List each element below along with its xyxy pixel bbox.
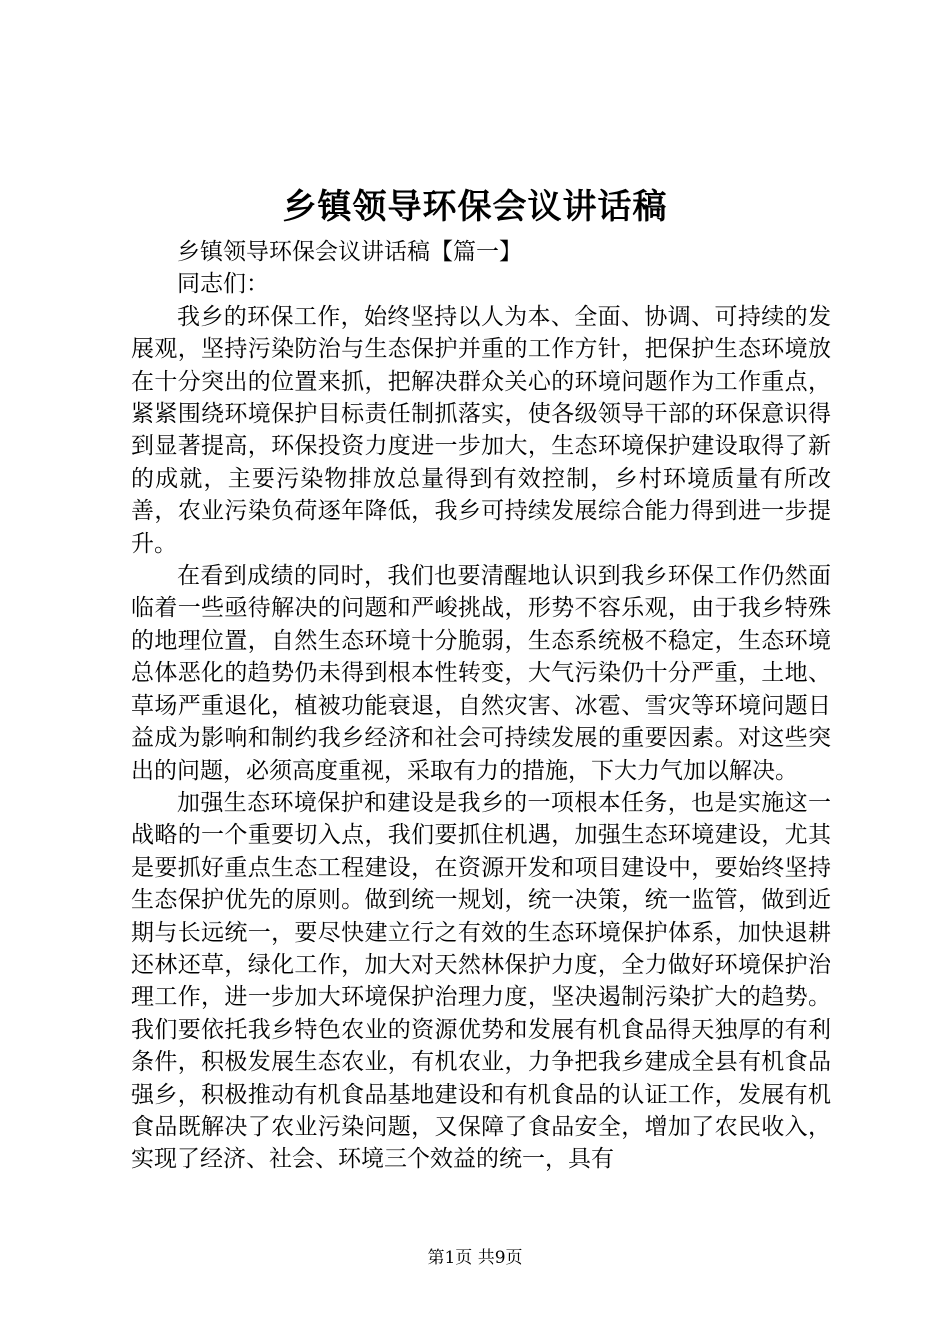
page-number-footer: 第1页 共9页 <box>427 1248 523 1268</box>
body-paragraph-3: 加强生态环境保护和建设是我乡的一项根本任务，也是实施这一战略的一个重要切入点，我们要抓住机遇，加强生态环境建设，尤其是要抓好重点生态工程建设，在资源开发和项目建设中，要始终坚持生态保护优先的原则。做到统一规划，统一决策，统一监管，做到近期与长远统一，要尽快建立行之有效的生态环境保护体系，加快退耕还林还草，绿化工作，加大对天然林保护力度，全力做好环境保护治理工作，进一步加大环境保护治理力度，坚决遏制污染扩大的趋势。我们要依托我乡特色农业的资源优势和发展有机食品得天独厚的有利条件，积极发展生态农业，有机农业，力争把我乡建成全县有机食品强乡，积极推动有机食品基地建设和有机食品的认证工作，发展有机食品既解决了农业污染问题，又保障了食品安全，增加了农民收入，实现了经济、社会、环境三个效益的统一，具有 <box>131 789 831 1173</box>
document-title: 乡镇领导环保会议讲话稿 <box>282 187 668 227</box>
body-paragraph-1: 我乡的环保工作，始终坚持以人为本、全面、协调、可持续的发展观，坚持污染防治与生态保护并重的工作方针，把保护生态环境放在十分突出的位置来抓，把解决群众关心的环境问题作为工作重点，紧紧围绕环境保护目标责任制抓落实，使各级领导干部的环保意识得到显著提高，环保投资力度进一步加大，生态环境保护建设取得了新的成就，主要污染物排放总量得到有效控制，乡村环境质量有所改善，农业污染负荷逐年降低，我乡可持续发展综合能力得到进一步提升。 <box>131 303 831 557</box>
body-paragraph-2: 在看到成绩的同时，我们也要清醒地认识到我乡环保工作仍然面临着一些亟待解决的问题和严峻挑战，形势不容乐观，由于我乡特殊的地理位置，自然生态环境十分脆弱，生态系统极不稳定，生态环境总体恶化的趋势仍未得到根本性转变，大气污染仍十分严重，土地、草场严重退化，植被功能衰退，自然灾害、冰雹、雪灾等环境问题日益成为影响和制约我乡经济和社会可持续发展的重要因素。对这些突出的问题，必须高度重视，采取有力的措施，下大力气加以解决。 <box>131 563 831 784</box>
section-subtitle: 乡镇领导环保会议讲话稿【篇一】 <box>177 239 522 265</box>
greeting-line: 同志们： <box>177 271 269 298</box>
document-body <box>131 236 831 1176</box>
